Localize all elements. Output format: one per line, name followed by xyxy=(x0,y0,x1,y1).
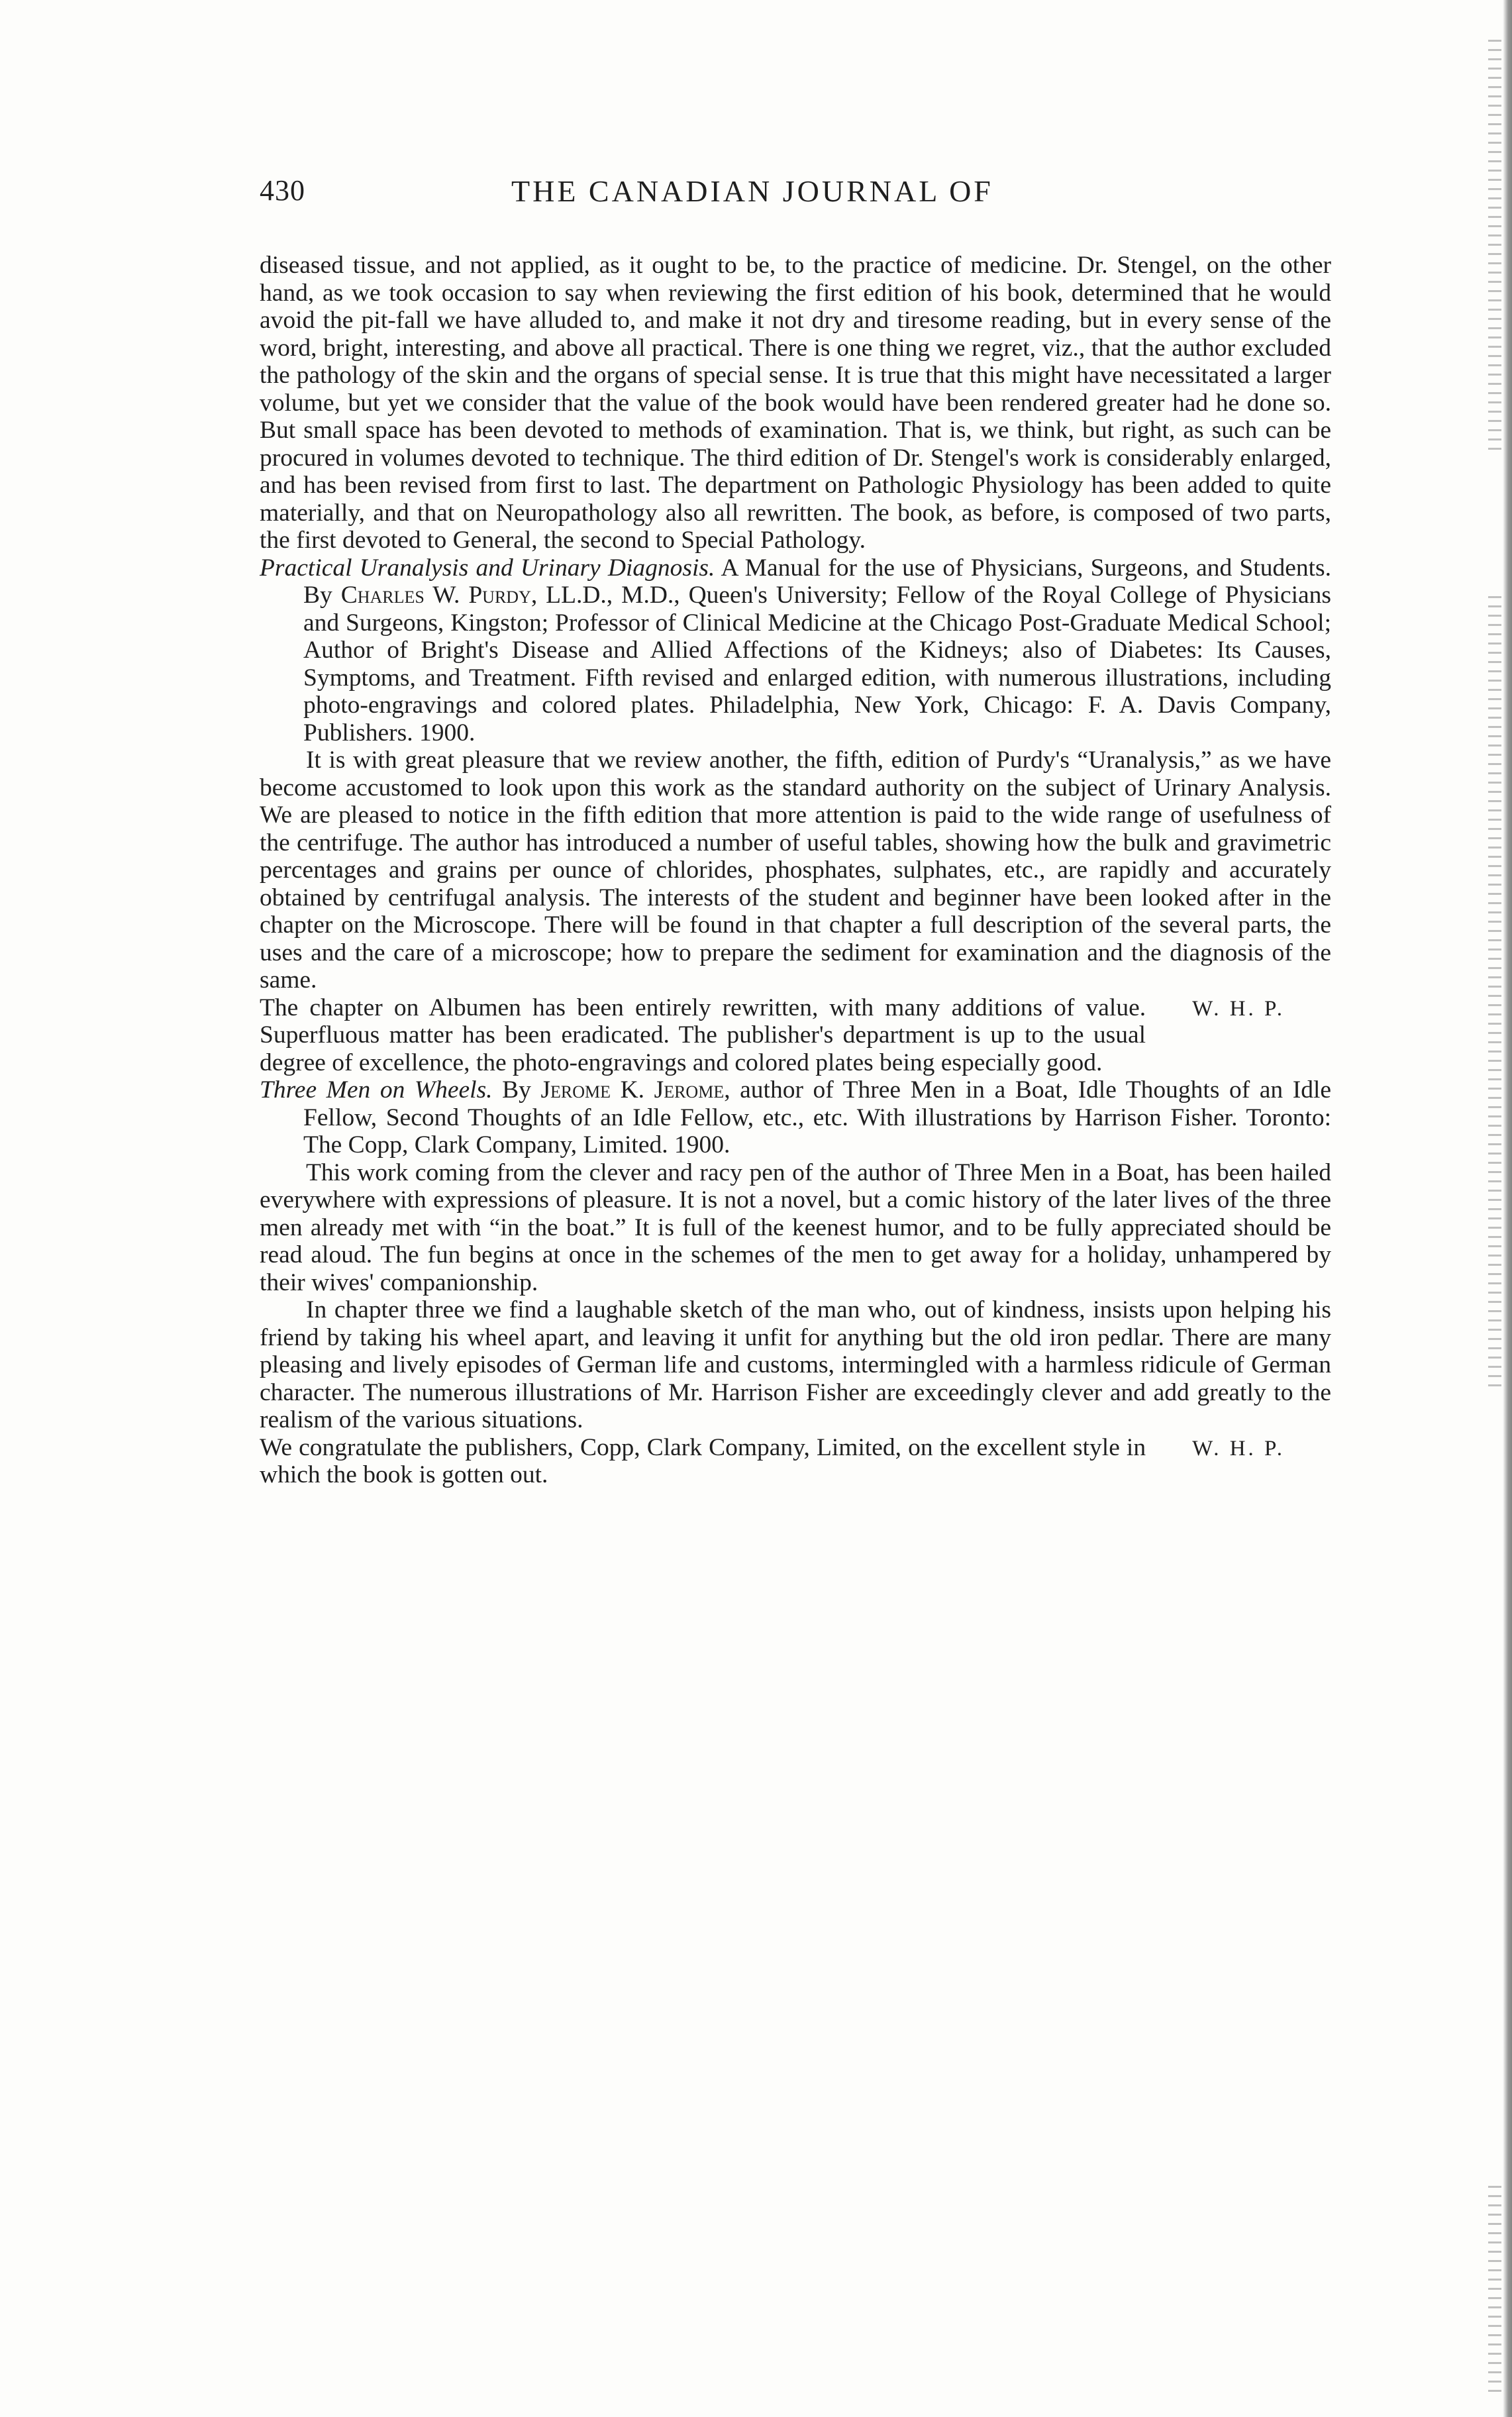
review-paragraph: It is with great pleasure that we review another, the fifth, edition of Purdy's “Uranalysis,” as we have become accustomed to look upon this work as the standard authority on the subject of Urinary Analysis. We are pleased to notice in the fifth edition that more attention is paid to the wide range of usefulness of the centrifuge. The author has introduced a number of useful tables, showing how the bulk and gravimetric percentages and grains per ounce of chlorides, phosphates, sulphates, etc., are rapidly and accurately obtained by centrifugal analysis. The interests of the student and beginner have been looked after in the chapter on the Microscope. There will be found in that chapter a full description of the several parts, the uses and the care of a microscope; how to prepare the sediment for examination and the diagnosis of the same. xyxy=(260,746,1331,994)
book-author: Charles W. Purdy xyxy=(340,582,531,609)
book-title: Three Men on Wheels. xyxy=(260,1076,493,1104)
continued-paragraph: diseased tissue, and not applied, as it ought to be, to the practice of medicine. Dr. Stengel, on the other hand, as we took occasion to say when reviewing the first edition of his book, determined that he would avoid the pit-fall we have alluded to, and make it not dry and tiresome reading, but in every sense of the word, bright, interesting, and above all practical. There is one thing we regret, viz., that the author excluded the pathology of the skin and the organs of special sense. It is true that this might have necessitated a larger volume, but yet we consider that the value of the book would have been rendered greater had he done so. But small space has been devoted to methods of examination. That is, we think, but right, as such can be procured in volumes devoted to technique. The third edition of Dr. Stengel's work is considerably enlarged, and has been revised from first to last. The department on Pathologic Physiology has been added to quite materially, and that on Neuropathology also all rewritten. The book, as before, is composed of two parts, the first devoted to General, the second to Special Pathology. xyxy=(260,252,1331,554)
citation-intro: A Manual for the use of Physicians, Surgeons, and Students. By xyxy=(303,554,1331,609)
review-citation xyxy=(260,1076,1331,1159)
page-header xyxy=(260,174,1333,213)
review-paragraph: This work coming from the clever and racy pen of the author of Three Men in a Boat, has been hailed everywhere with expressions of pleasure. It is not a novel, but a comic history of the later lives of the three men already met with “in the boat.” It is full of the keenest humor, and to be fully appreciated should be read aloud. The fun begins at once in the schemes of the men to get away for a holiday, unhampered by their wives' companionship. xyxy=(260,1158,1331,1296)
running-title: THE CANADIAN JOURNAL OF xyxy=(511,174,993,208)
citation-intro: By xyxy=(502,1076,531,1104)
review-citation xyxy=(260,554,1331,747)
review-closing-text: The chapter on Albumen has been entirely rewritten, with many additions of value. Superfluous matter has been eradicated. The publisher's department is up to the usual degree of excellence, the photo-engravings and colored plates being especially good. xyxy=(260,994,1146,1076)
book-author: Jerome K. Jerome xyxy=(540,1076,725,1104)
article-body xyxy=(260,252,1331,1489)
review-closing-paragraph xyxy=(260,994,1331,1077)
review-closing-text: We congratulate the publishers, Copp, Clark Company, Limited, on the excellent style in which the book is gotten out. xyxy=(260,1433,1146,1488)
reviewer-signature: W. H. P. xyxy=(1192,996,1285,1021)
page-edge-speckle xyxy=(1488,596,1501,1391)
citation-details: , author of Three Men in a Boat, Idle Thoughts of an Idle Fellow, Second Thoughts of an Idle Fellow, etc., etc. With illustrations by Harrison Fisher. Toronto: The Copp, Clark Company, Limited. 1900. xyxy=(303,1076,1332,1158)
book-title: Practical Uranalysis and Urinary Diagnosis. xyxy=(260,554,715,582)
scanned-page-edge xyxy=(1503,0,1512,2417)
page-edge-speckle xyxy=(1488,2186,1501,2398)
review-paragraph: In chapter three we find a laughable sketch of the man who, out of kindness, insists upon helping his friend by taking his wheel apart, and leaving it unfit for anything but the old iron pedlar. There are many pleasing and lively episodes of German life and customs, intermingled with a harmless ridicule of German character. The numerous illustrations of Mr. Harrison Fisher are exceedingly clever and add greatly to the realism of the various situations. xyxy=(260,1296,1331,1433)
reviewer-signature: W. H. P. xyxy=(1192,1436,1285,1461)
page-edge-speckle xyxy=(1488,40,1501,450)
page-number: 430 xyxy=(260,174,305,207)
citation-details: , LL.D., M.D., Queen's University; Fellow of the Royal College of Physicians and Surgeons, Kingston; Professor of Clinical Medicine at the Chicago Post-Graduate Medical School; Author of Bright's Disease and Allied Affections of the Kidneys; also of Diabetes: Its Causes, Symptoms, and Treatment. Fifth revised and enlarged edition, with numerous illustrations, including photo-engravings and colored plates. Philadelphia, New York, Chicago: F. A. Davis Company, Publishers. 1900. xyxy=(303,582,1331,746)
review-closing-paragraph xyxy=(260,1434,1331,1489)
